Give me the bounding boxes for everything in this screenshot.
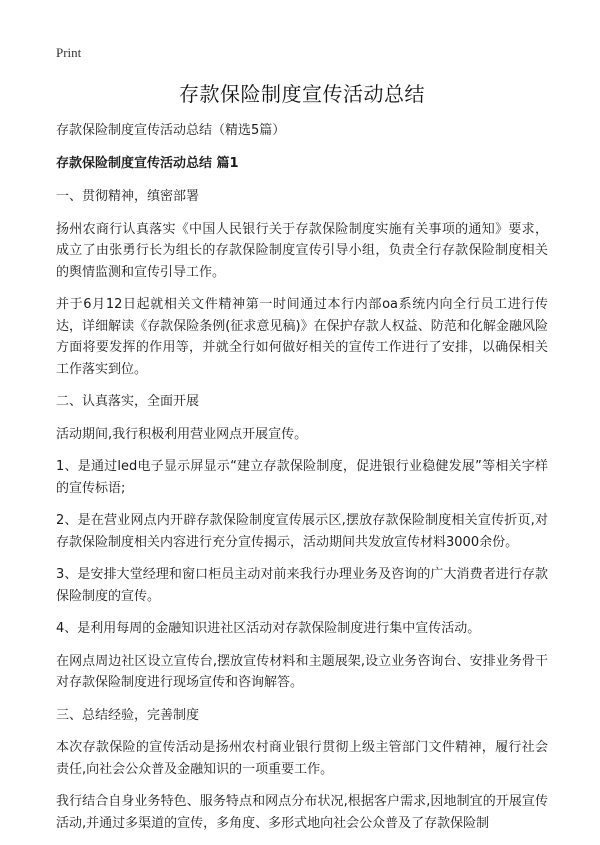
list-item: 4、是利用每周的金融知识进社区活动对存款保险制度进行集中宣传活动。	[56, 621, 481, 636]
list-item: 2、是在营业网点内开辟存款保险制度宣传展示区,摆放存款保险制度相关宣传折页,对存款保险制度相关内容进行充分宣传揭示，活动期间共发放宣传材料3000余份。	[56, 513, 548, 550]
list-item: 3、是安排大堂经理和窗口柜员主动对前来我行办理业务及咨询的广大消费者进行存款保险制度的宣传。	[56, 567, 548, 604]
paragraph-heading-1: 一、贯彻精神，缜密部署	[56, 189, 200, 204]
section-title: 存款保险制度宣传活动总结 篇1	[56, 156, 239, 171]
paragraph-heading-2: 二、认真落实，全面开展	[56, 394, 200, 409]
paragraph: 扬州农商行认真落实《中国人民银行关于存款保险制度实施有关事项的通知》要求，成立了由张勇行长为组长的存款保险制度宣传引导小组，负责全行存款保险制度相关的舆情监测和宣传引导工作。	[56, 221, 548, 280]
list-item: 1、是通过led电子显示屏显示“建立存款保险制度，促进银行业稳健发展”等相关字样的宣传标语;	[56, 459, 548, 496]
document-subtitle: 存款保险制度宣传活动总结（精选5篇）	[56, 123, 286, 138]
paragraph: 在网点周边社区设立宣传台,摆放宣传材料和主题展架,设立业务咨询台、安排业务骨干对存款保险制度进行现场宣传和咨询解答。	[56, 653, 548, 690]
paragraph-heading-3: 三、总结经验，完善制度	[56, 707, 200, 723]
paragraph: 本次存款保险的宣传活动是扬州农村商业银行贯彻上级主管部门文件精神，履行社会责任,向社会公众普及金融知识的一项重要工作。	[56, 740, 548, 777]
paragraph: 并于6月12日起就相关文件精神第一时间通过本行内部oa系统内向全行员工进行传达，详细解读《存款保险条例(征求意见稿)》在保护存款人权益、防范和化解金融风险方面将要发挥的作用等，并就全行如何做好相关的宣传工作进行了安排，以确保相关工作落实到位。	[56, 297, 548, 377]
document-body	[56, 78, 548, 845]
document-title: 存款保险制度宣传活动总结	[179, 82, 425, 106]
print-link[interactable]: Print	[56, 45, 82, 60]
paragraph: 我行结合自身业务特色、服务特点和网点分布状况,根据客户需求,因地制宜的开展宣传活动,并通过多渠道的宣传，多角度、多形式地向社会公众普及了存款保险制	[56, 794, 548, 831]
paragraph: 活动期间,我行积极利用营业网点开展宣传。	[56, 426, 308, 442]
